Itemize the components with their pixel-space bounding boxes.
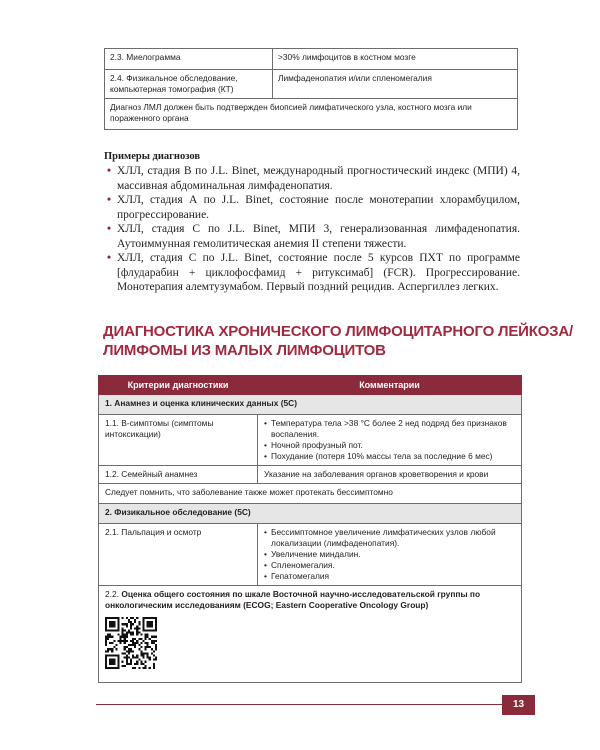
list-item-text: ХЛЛ, стадия А по J.L. Binet, состояние после монотерапии хлорамбуцилом, прогрессирование.	[117, 194, 520, 221]
table-header-row	[99, 376, 522, 395]
table-cell: 2.3. Миелограмма	[105, 49, 273, 70]
page-number: 13	[502, 695, 535, 715]
table-note: Следует помнить, что заболевание также может протекать бессимптомно	[99, 484, 522, 504]
section-title	[103, 322, 573, 360]
list-item: • Увеличение миндалин.	[264, 549, 515, 560]
table-cell: 1.1. В-симптомы (симптомы интоксикации)	[99, 415, 258, 466]
list-item-text: ХЛЛ, стадия В по J.L. Binet, международный прогностический индекс (МПИ) 4, массивная абдоминальная лимфаденопатия.	[117, 165, 520, 192]
table-cell: 2.4. Физикальное обследование, компьютерная томография (КТ)	[105, 70, 273, 99]
list-item	[104, 222, 520, 251]
section-title-line: ЛИМФОМЫ ИЗ МАЛЫХ ЛИМФОЦИТОВ	[103, 342, 386, 359]
qr-code-icon[interactable]	[105, 617, 157, 669]
list-item	[104, 251, 520, 295]
bullet-list	[264, 418, 515, 462]
table-cell: >30% лимфоцитов в костном мозге	[273, 49, 518, 70]
list-item: • Гепатомегалия	[264, 571, 515, 582]
bullet-icon: •	[107, 252, 112, 264]
table-cell	[258, 415, 522, 466]
bullet-icon: •	[107, 165, 112, 177]
table-row	[99, 415, 522, 466]
list-item: • Бессимптомное увеличение лимфатических узлов любой локализации (лимфаденопатия).	[264, 527, 515, 549]
ecog-heading	[105, 589, 515, 611]
examples-heading: Примеры диагнозов	[104, 151, 201, 162]
table-cell: 2.1. Пальпация и осмотр	[99, 524, 258, 586]
table-row	[105, 70, 518, 99]
table-row	[105, 49, 518, 70]
bullet-icon: •	[107, 223, 112, 235]
table-cell: 1.2. Семейный анамнез	[99, 466, 258, 484]
ecog-text: Оценка общего состояния по шкале Восточной научно-исследовательской группы по онкологическим исследованиям (ECOG; Eastern Cooperative Oncology Group)	[105, 589, 481, 610]
ecog-cell	[99, 586, 522, 683]
table-cell	[258, 524, 522, 586]
list-item: • Похудание (потеря 10% массы тела за последние 6 мес)	[264, 451, 515, 462]
bullet-icon: •	[107, 194, 112, 206]
table-note: Диагноз ЛМЛ должен быть подтвержден биопсией лимфатического узла, костного мозга или пораженного органа	[105, 99, 518, 130]
table-cell: Лимфаденопатия и/или спленомегалия	[273, 70, 518, 99]
column-header-criteria: Критерии диагностики	[99, 376, 258, 395]
list-item: • Температура тела >38 °С более 2 нед подряд без признаков воспаления.	[264, 418, 515, 440]
table-row	[105, 99, 518, 130]
section-title-line: ДИАГНОСТИКА ХРОНИЧЕСКОГО ЛИМФОЦИТАРНОГО ЛЕЙКОЗА/	[103, 323, 573, 340]
table-cell: Указание на заболевания органов кроветворения и крови	[258, 466, 522, 484]
table-note-row	[99, 484, 522, 504]
list-item	[104, 193, 520, 222]
qr-code-graphic	[105, 617, 157, 669]
table-row	[99, 524, 522, 586]
list-item	[104, 164, 520, 193]
list-item-text: ХЛЛ, стадия С по J.L. Binet, МПИ 3, генерализованная лимфаденопатия. Аутоиммунная гемолитическая анемия II степени тяжести.	[117, 223, 520, 250]
section-label: 2. Физикальное обследование (5С)	[99, 504, 522, 524]
list-item: • Спленомегалия.	[264, 560, 515, 571]
examples-list	[104, 164, 520, 295]
ecog-number: 2.2.	[105, 589, 119, 599]
section-row	[99, 504, 522, 524]
diagnosis-examples	[104, 150, 520, 295]
top-table	[104, 48, 518, 130]
section-row	[99, 395, 522, 415]
list-item-text: ХЛЛ, стадия С по J.L. Binet, состояние после 5 курсов ПХТ по программе [флударабин + циклофосфамид + ритуксимаб] (FCR). Прогрессирование. Монотерапия алемтузумабом. Первый поздний рецидив. Аспергиллез легких.	[117, 252, 520, 293]
table-row	[99, 586, 522, 683]
section-label: 1. Анамнез и оценка клинических данных (5С)	[99, 395, 522, 415]
list-item: • Ночной профузный пот.	[264, 440, 515, 451]
bullet-list	[264, 527, 515, 582]
footer-rule	[96, 704, 504, 705]
column-header-comments: Комментарии	[258, 376, 522, 395]
table-row	[99, 466, 522, 484]
diagnostics-table	[98, 375, 522, 683]
